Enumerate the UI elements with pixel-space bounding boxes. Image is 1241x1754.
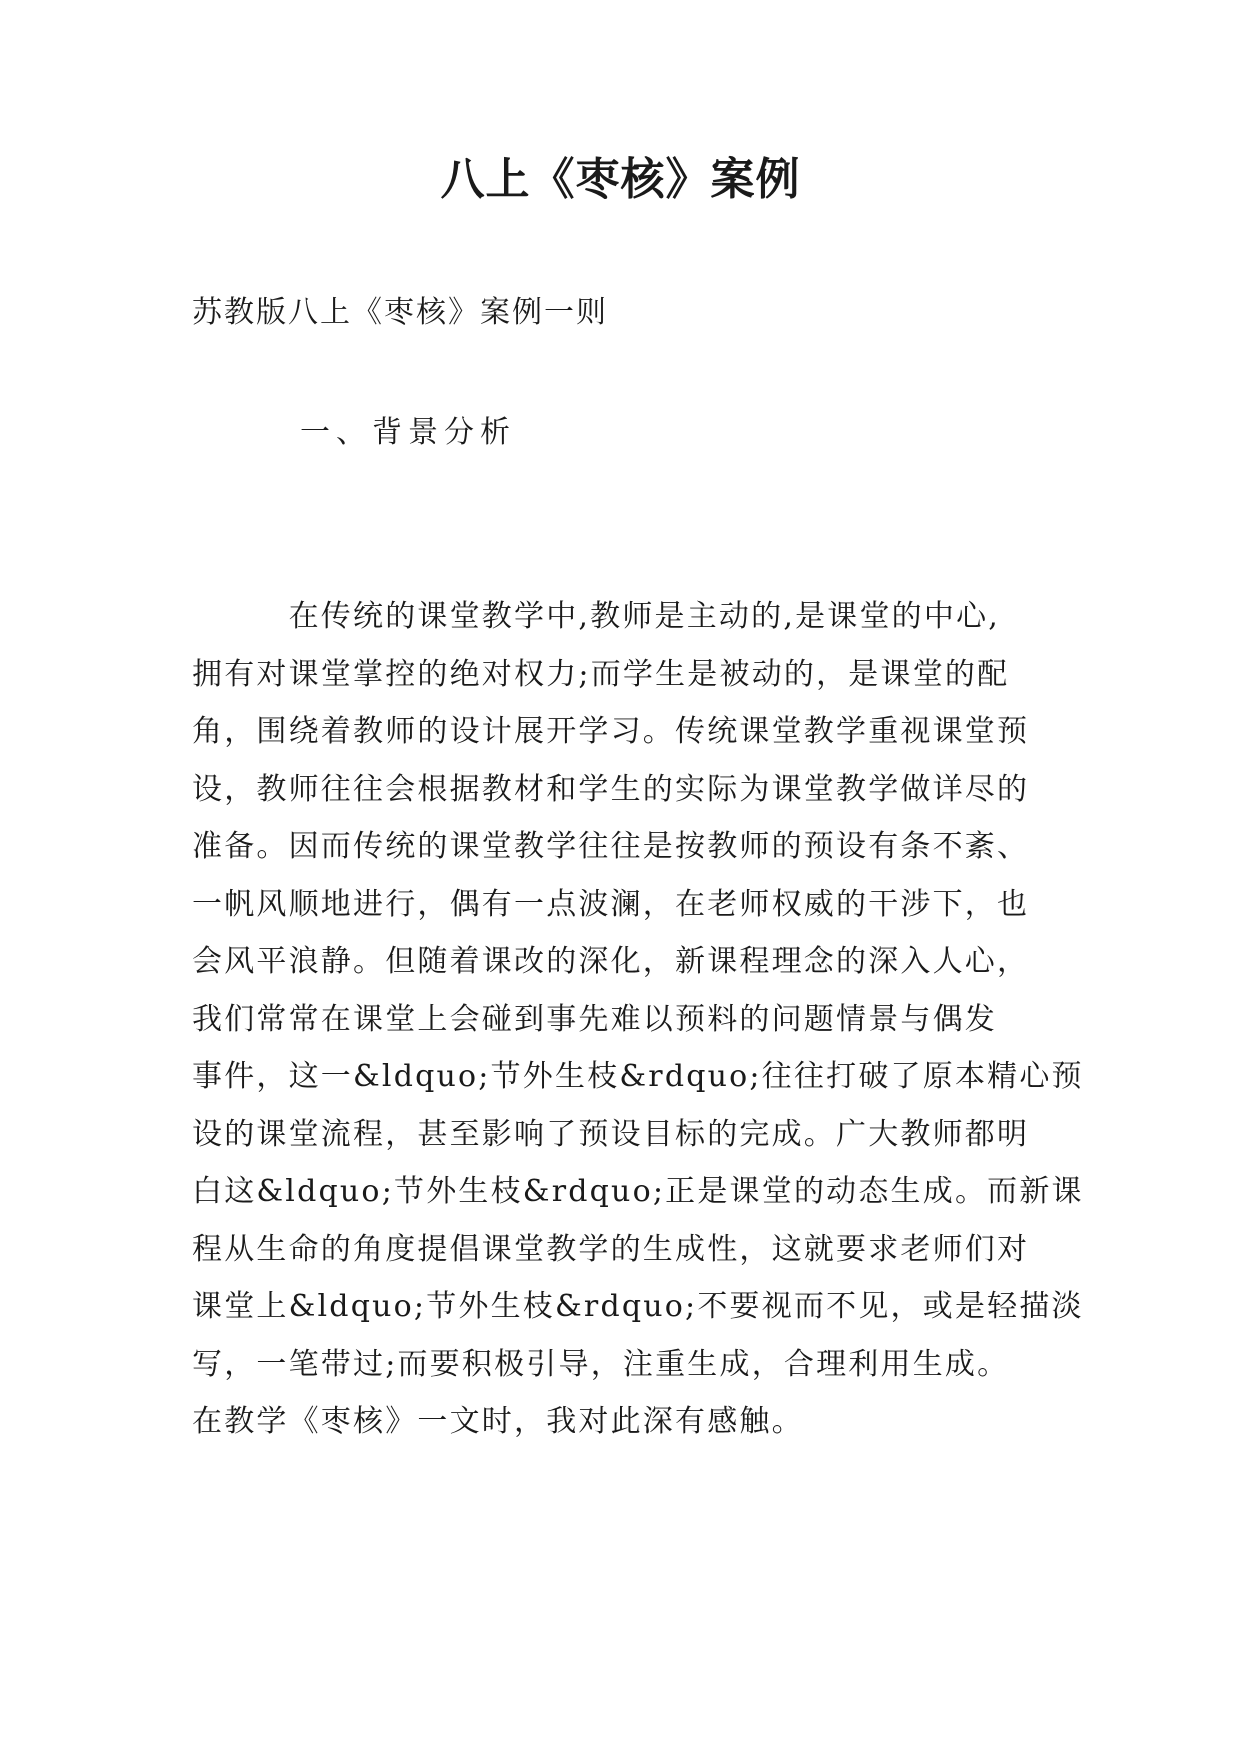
- paragraph-line: 在传统的课堂教学中,教师是主动的,是课堂的中心,: [192, 599, 1001, 634]
- paragraph-line: 在教学《枣核》一文时，我对此深有感触。: [192, 1404, 804, 1439]
- paragraph-line: 拥有对课堂掌控的绝对权力;而学生是被动的，是课堂的配: [192, 656, 1010, 692]
- paragraph-line: 角，围绕着教师的设计展开学习。传统课堂教学重视课堂预: [192, 714, 1030, 749]
- document-title: 八上《枣核》案例: [440, 154, 801, 205]
- background-paragraph: [192, 588, 1084, 1451]
- paragraph-line: 课堂上&ldquo;节外生枝&rdquo;不要视而不见，或是轻描淡: [192, 1289, 1084, 1324]
- paragraph-line: 程从生命的角度提倡课堂教学的生成性，这就要求老师们对: [192, 1231, 1030, 1267]
- paragraph-line: 写，一笔带过;而要积极引导，注重生成，合理利用生成。: [192, 1346, 1010, 1382]
- paragraph-line: 设的课堂流程，甚至影响了预设目标的完成。广大教师都明: [192, 1116, 1030, 1152]
- paragraph-line: 事件，这一&ldquo;节外生枝&rdquo;往往打破了原本精心预: [192, 1059, 1084, 1094]
- paragraph-line: 白这&ldquo;节外生枝&rdquo;正是课堂的动态生成。而新课: [192, 1174, 1084, 1209]
- paragraph-line: 准备。因而传统的课堂教学往往是按教师的预设有条不紊、: [192, 829, 1030, 864]
- paragraph-line: 会风平浪静。但随着课改的深化，新课程理念的深入人心，: [192, 944, 1030, 979]
- paragraph-line: 我们常常在课堂上会碰到事先难以预料的问题情景与偶发: [192, 1001, 997, 1037]
- paragraph-line: 一帆风顺地进行，偶有一点波澜，在老师权威的干涉下，也: [192, 886, 1030, 922]
- paragraph-line: 设，教师往往会根据教材和学生的实际为课堂教学做详尽的: [192, 771, 1030, 807]
- section-heading-background: 一、背景分析: [300, 415, 516, 450]
- document-subtitle: 苏教版八上《枣核》案例一则: [192, 295, 608, 330]
